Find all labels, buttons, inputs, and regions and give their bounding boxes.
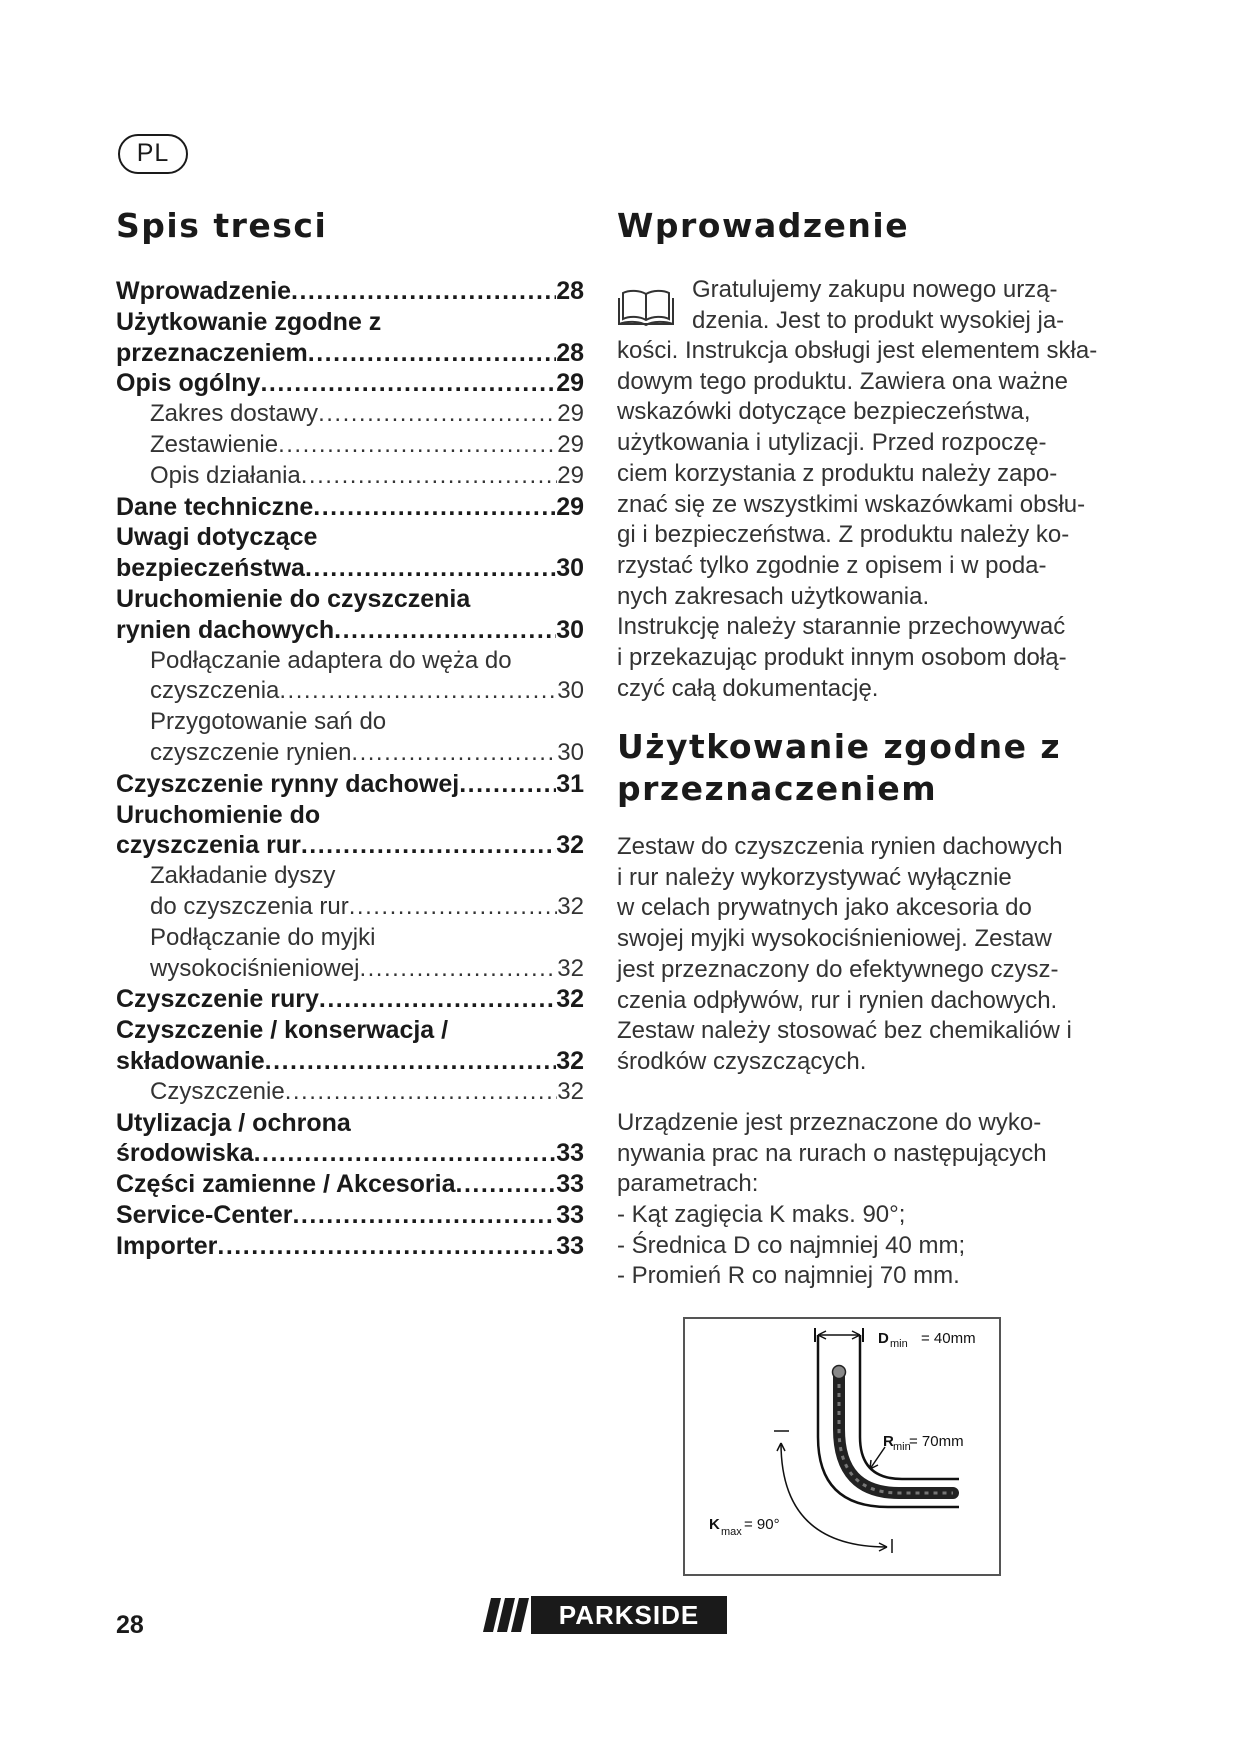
intro-indented-text — [692, 275, 1064, 336]
toc-entry — [116, 769, 584, 800]
toc-leader — [334, 615, 556, 646]
intro-title: Wprowadzenie — [617, 206, 910, 245]
toc-page: 29 — [556, 369, 584, 398]
toc-label: czyszczenie rynien — [150, 738, 352, 766]
toc-page: 32 — [556, 1046, 584, 1075]
toc-label: Czyszczenie rynny dachowej — [116, 769, 460, 798]
paragraph-line: jest przeznaczony do efektywnego czysz- — [617, 955, 1059, 983]
toc-leader — [260, 368, 556, 399]
paragraph-line: Urządzenie jest przeznaczone do wyko- — [617, 1109, 1042, 1136]
intro-line: wskazówki dotyczące bezpieczeństwa, — [617, 398, 1031, 426]
intro-line: i przekazując produkt innym osobom dołą- — [617, 644, 1067, 672]
intended-use-title-2: przeznaczeniem — [617, 769, 938, 808]
toc-leader — [359, 954, 557, 985]
toc-leader — [301, 461, 558, 492]
toc-leader — [351, 738, 557, 769]
brand-name: PARKSIDE — [531, 1596, 727, 1634]
toc-label: do czyszczenia rur — [150, 892, 349, 920]
toc-leader — [254, 1138, 557, 1169]
toc-page: 30 — [557, 677, 584, 705]
language-badge: PL — [118, 134, 188, 174]
toc-label: Części zamienne / Akcesoria — [116, 1170, 456, 1199]
parameter-item: - Średnica D co najmniej 40 mm; — [617, 1231, 965, 1262]
bend-diagram-drawing — [685, 1319, 999, 1574]
toc-entry — [116, 492, 584, 523]
toc-entry — [116, 368, 584, 399]
paragraph-line: nywania prac na rurach o następujących — [617, 1139, 1047, 1167]
toc-label: Zestawienie — [150, 430, 279, 458]
parameters-list — [617, 1200, 965, 1292]
toc-page: 33 — [556, 1231, 584, 1260]
paragraph-line: Zestaw do czyszczenia rynien dachowych — [617, 833, 1063, 860]
toc-page: 28 — [556, 277, 584, 305]
paragraph-line: czenia odpływów, rur i rynien dachowych. — [617, 986, 1058, 1014]
toc-entry — [116, 1046, 584, 1077]
toc-label: środowiska — [116, 1139, 254, 1168]
paragraph-line: Zestaw należy stosować bez chemikaliów i — [617, 1017, 1072, 1045]
toc-label: Opis działania — [150, 461, 301, 489]
intro-line: nych zakresach użytkowania. — [617, 582, 930, 610]
parameter-item: - Promień R co najmniej 70 mm. — [617, 1261, 965, 1292]
toc-page: 28 — [556, 338, 584, 367]
r-label: R — [883, 1433, 894, 1450]
toc-leader — [301, 830, 556, 861]
d-value: = 40mm — [921, 1330, 976, 1347]
toc-entry — [116, 553, 584, 584]
bend-diagram — [683, 1317, 1001, 1576]
toc-page: 33 — [556, 1139, 584, 1168]
toc-leader — [291, 276, 556, 307]
toc-subentry — [116, 399, 584, 430]
toc-page: 31 — [556, 769, 584, 798]
toc-label: Czyszczenie — [150, 1077, 285, 1105]
intro-line: gi i bezpieczeństwa. Z produktu należy ko- — [617, 521, 1070, 549]
toc-entry: Użytkowanie zgodne z — [116, 307, 382, 336]
toc-subentry — [116, 892, 584, 923]
paragraph-line: środków czyszczących. — [617, 1047, 867, 1075]
intro-line: kości. Instrukcja obsługi jest elementem skła- — [617, 337, 1098, 364]
toc-label: składowanie — [116, 1046, 265, 1075]
toc-subentry — [116, 430, 584, 461]
toc-page: 29 — [557, 430, 584, 458]
toc-leader — [349, 892, 558, 923]
toc-page: 29 — [557, 461, 584, 489]
r-sub: min — [893, 1441, 911, 1453]
book-icon — [617, 286, 675, 328]
toc-label: Service-Center — [116, 1200, 293, 1229]
toc-entry — [116, 1231, 584, 1262]
toc-subentry — [116, 461, 584, 492]
intended-use-title-1: Użytkowanie zgodne z — [617, 727, 1062, 766]
toc-label: Opis ogólny — [116, 369, 261, 398]
toc-subentry: Podłączanie do myjki — [150, 923, 376, 951]
intro-line: znać się ze wszystkimi wskazówkami obsłu- — [617, 490, 1086, 518]
toc-leader — [305, 553, 556, 584]
toc-leader — [285, 1077, 558, 1108]
intro-line: użytkowania i utylizacji. Przed rozpoczę- — [617, 429, 1047, 457]
toc-entry — [116, 1138, 584, 1169]
toc-subentry: Zakładanie dyszy — [150, 862, 336, 890]
toc-title: Spis tresci — [116, 206, 328, 245]
toc-label: wysokociśnieniowej — [150, 954, 360, 982]
toc-label: Importer — [116, 1231, 218, 1260]
toc-entry — [116, 338, 584, 369]
toc-page: 30 — [556, 615, 584, 644]
toc-page: 29 — [557, 400, 584, 428]
toc-leader — [265, 1046, 557, 1077]
toc-label: czyszczenia — [150, 677, 280, 705]
page-number: 28 — [116, 1611, 144, 1639]
parameters-paragraph — [617, 1108, 1047, 1200]
intro-line: Instrukcję należy starannie przechowywać — [617, 613, 1066, 641]
intro-line: dzenia. Jest to produkt wysokiej ja- — [692, 306, 1065, 334]
intro-line: czyć całą dokumentację. — [617, 674, 879, 702]
toc-entry — [116, 984, 584, 1015]
toc-leader — [318, 399, 557, 430]
toc-subentry: Przygotowanie sań do — [150, 708, 387, 736]
paragraph-line: swojej myjki wysokociśnieniowej. Zestaw — [617, 925, 1052, 953]
toc-page: 32 — [556, 985, 584, 1014]
toc-page: 32 — [557, 954, 584, 982]
toc-page: 33 — [556, 1170, 584, 1199]
toc-label: Dane techniczne — [116, 492, 314, 521]
toc-page: 32 — [556, 831, 584, 860]
d-sub: min — [890, 1338, 908, 1350]
toc-label: Czyszczenie rury — [116, 985, 319, 1014]
toc-leader — [456, 1169, 557, 1200]
k-sub: max — [721, 1526, 742, 1538]
toc-leader — [313, 492, 556, 523]
toc-entry — [116, 276, 584, 307]
toc-leader — [217, 1231, 556, 1262]
toc-subentry — [116, 676, 584, 707]
parkside-logo — [481, 1596, 727, 1634]
toc-page: 30 — [556, 554, 584, 583]
intended-use-paragraph — [617, 832, 1072, 1078]
intro-line: ciem korzystania z produktu należy zapo- — [617, 459, 1058, 487]
intro-line: dowym tego produktu. Zawiera ona ważne — [617, 367, 1068, 395]
intro-line: Gratulujemy zakupu nowego urzą- — [692, 276, 1058, 303]
toc-entry: Czyszczenie / konserwacja / — [116, 1016, 449, 1045]
paragraph-line: parametrach: — [617, 1170, 759, 1198]
toc-subentry — [116, 1077, 584, 1108]
toc-subentry — [116, 738, 584, 769]
toc-entry — [116, 615, 584, 646]
paragraph-line: w celach prywatnych jako akcesoria do — [617, 894, 1032, 922]
intro-body — [617, 336, 1097, 704]
logo-stripes-icon — [481, 1596, 531, 1634]
toc-page: 33 — [556, 1200, 584, 1229]
toc-page: 29 — [556, 492, 584, 521]
toc-entry — [116, 1169, 584, 1200]
toc-leader — [292, 1200, 556, 1231]
parameter-item: - Kąt zagięcia K maks. 90°; — [617, 1200, 965, 1231]
toc-entry — [116, 1200, 584, 1231]
d-label: D — [878, 1330, 889, 1347]
k-label: K — [709, 1516, 720, 1533]
toc-leader — [459, 769, 556, 800]
table-of-contents — [116, 276, 584, 1262]
toc-label: Wprowadzenie — [116, 277, 292, 305]
toc-page: 32 — [557, 892, 584, 920]
toc-subentry — [116, 954, 584, 985]
toc-page: 32 — [557, 1077, 584, 1105]
toc-label: czyszczenia rur — [116, 831, 301, 860]
toc-label: rynien dachowych — [116, 615, 335, 644]
intro-line: rzystać tylko zgodnie z opisem i w poda- — [617, 551, 1047, 579]
toc-entry — [116, 830, 584, 861]
toc-leader — [279, 676, 557, 707]
toc-entry: Uruchomienie do — [116, 800, 321, 829]
r-value: = 70mm — [909, 1433, 964, 1450]
toc-entry: Uruchomienie do czyszczenia — [116, 584, 471, 613]
paragraph-line: i rur należy wykorzystywać wyłącznie — [617, 863, 1012, 891]
toc-page: 30 — [557, 738, 584, 766]
toc-label: bezpieczeństwa — [116, 554, 305, 583]
toc-entry: Uwagi dotyczące — [116, 523, 318, 552]
k-value: = 90° — [744, 1516, 780, 1533]
toc-subentry: Podłączanie adaptera do węża do — [150, 646, 512, 674]
toc-label: Zakres dostawy — [150, 400, 319, 428]
toc-entry: Utylizacja / ochrona — [116, 1108, 351, 1137]
toc-leader — [278, 430, 557, 461]
toc-leader — [308, 338, 556, 369]
toc-label: przeznaczeniem — [116, 338, 308, 367]
toc-leader — [319, 984, 556, 1015]
